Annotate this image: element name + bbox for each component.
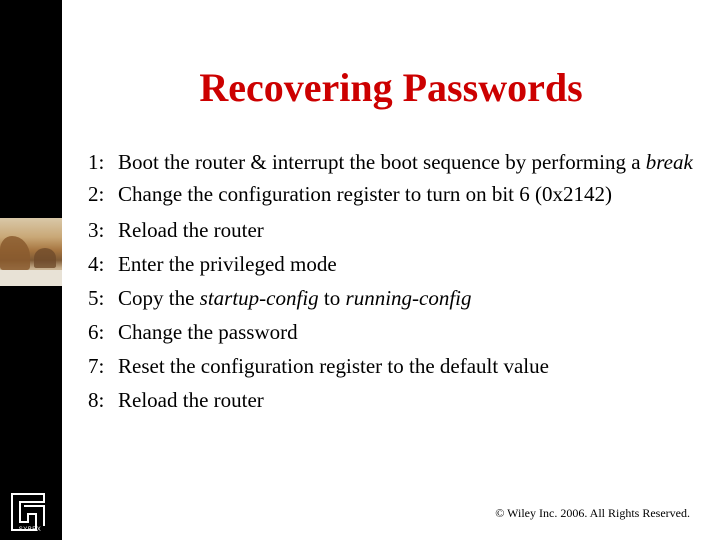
step-item-6 (88, 315, 718, 349)
photo-rock (0, 236, 30, 270)
step-text: Reload the router (118, 388, 264, 412)
coastline-photo (0, 218, 62, 286)
slide-title: Recovering Passwords (199, 65, 583, 110)
steps-list (88, 145, 718, 417)
photo-water (0, 270, 62, 286)
step-item-4 (88, 247, 718, 281)
step-number: 7: (88, 354, 105, 378)
step-item-7 (88, 349, 718, 383)
step-item-3 (88, 213, 718, 247)
step-number: 8: (88, 388, 105, 412)
step-item-8 (88, 383, 718, 417)
photo-rock-small (34, 248, 56, 268)
step-text-emphasis-2: running-config (345, 286, 472, 310)
step-number: 1: (88, 150, 105, 174)
step-text: Enter the privileged mode (118, 252, 337, 276)
step-number: 4: (88, 252, 105, 276)
sybex-logo-text: SYBEX (18, 527, 42, 533)
copyright-footer: © Wiley Inc. 2006. All Rights Reserved. (495, 506, 690, 520)
step-text: Copy the (118, 286, 200, 310)
step-text: Change the configuration register to turn on bit 6 (0x2142) (118, 182, 612, 206)
step-text: Boot the router & interrupt the boot sequence by performing a (118, 150, 646, 174)
step-item-5 (88, 281, 718, 315)
step-number: 6: (88, 320, 105, 344)
step-text: Reload the router (118, 218, 264, 242)
step-text: Reset the configuration register to the default value (118, 354, 549, 378)
step-text: Change the password (118, 320, 298, 344)
step-number: 5: (88, 286, 105, 310)
step-text-emphasis: break (645, 150, 693, 174)
step-item-2 (88, 179, 718, 213)
step-text-between: to (318, 286, 346, 310)
step-number: 3: (88, 218, 105, 242)
step-text-emphasis: startup-config (199, 286, 319, 310)
step-item-1 (88, 145, 718, 179)
step-number: 2: (88, 182, 105, 206)
